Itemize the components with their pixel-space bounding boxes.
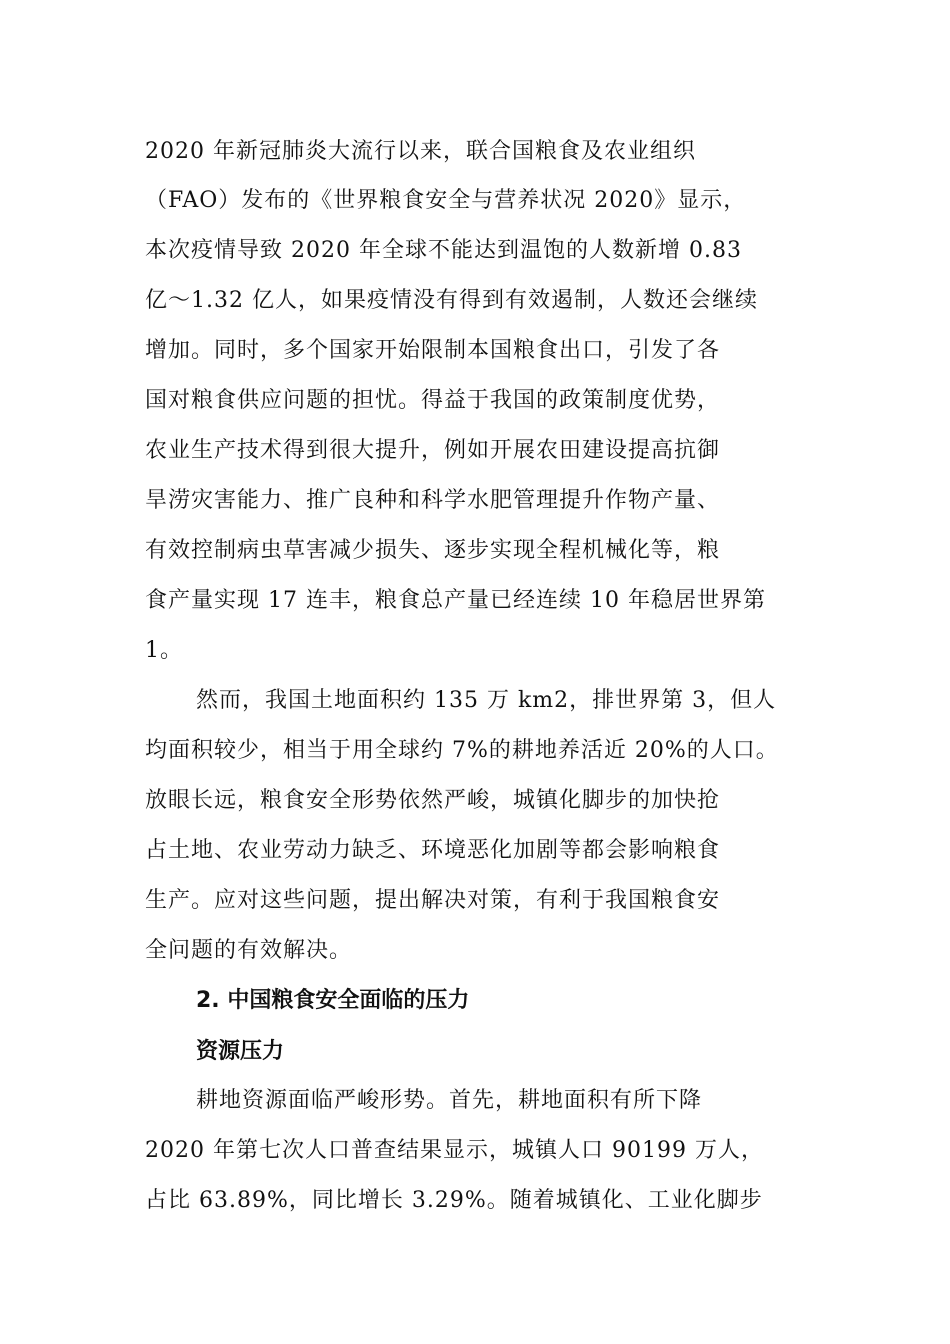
paragraph-1-line-3: 本次疫情导致 2020 年全球不能达到温饱的人数新增 0.83 xyxy=(145,238,742,263)
paragraph-1-line-8: 旱涝灾害能力、推广良种和科学水肥管理提升作物产量、 xyxy=(145,488,721,513)
paragraph-2-line-6: 全问题的有效解决。 xyxy=(145,938,353,963)
paragraph-2-line-5: 生产。应对这些问题，提出解决对策，有利于我国粮食安 xyxy=(145,888,721,913)
paragraph-1-line-2: （FAO）发布的《世界粮食安全与营养状况 2020》显示， xyxy=(145,188,747,213)
paragraph-1-line-1: 2020 年新冠肺炎大流行以来，联合国粮食及农业组织 xyxy=(145,139,696,164)
paragraph-1-line-9: 有效控制病虫草害减少损失、逐步实现全程机械化等，粮 xyxy=(145,538,721,563)
paragraph-1-line-11: 1。 xyxy=(145,638,183,663)
paragraph-2-line-3: 放眼长远，粮食安全形势依然严峻，城镇化脚步的加快抢 xyxy=(145,788,721,813)
paragraph-1-line-6: 国对粮食供应问题的担忧。得益于我国的政策制度优势， xyxy=(145,388,721,413)
paragraph-3-line-3: 占比 63.89%，同比增长 3.29%。随着城镇化、工业化脚步 xyxy=(145,1188,763,1213)
section-heading: 2. 中国粮食安全面临的压力 xyxy=(196,988,470,1013)
paragraph-2-line-1: 然而，我国土地面积约 135 万 km2，排世界第 3，但人 xyxy=(196,688,777,713)
paragraph-1-line-7: 农业生产技术得到很大提升，例如开展农田建设提高抗御 xyxy=(145,438,721,463)
paragraph-1-line-4: 亿～1.32 亿人，如果疫情没有得到有效遏制，人数还会继续 xyxy=(145,288,758,313)
paragraph-1-line-10: 食产量实现 17 连丰，粮食总产量已经连续 10 年稳居世界第 xyxy=(145,588,766,613)
paragraph-2-line-4: 占土地、农业劳动力缺乏、环境恶化加剧等都会影响粮食 xyxy=(145,838,721,863)
sub-heading: 资源压力 xyxy=(196,1038,285,1064)
paragraph-3-line-2: 2020 年第七次人口普查结果显示，城镇人口 90199 万人， xyxy=(145,1138,764,1163)
paragraph-2-line-2: 均面积较少，相当于用全球约 7%的耕地养活近 20%的人口。 xyxy=(145,738,779,763)
paragraph-3-line-1: 耕地资源面临严峻形势。首先，耕地面积有所下降 xyxy=(196,1088,703,1113)
paragraph-1-line-5: 增加。同时，多个国家开始限制本国粮食出口，引发了各 xyxy=(145,338,721,363)
